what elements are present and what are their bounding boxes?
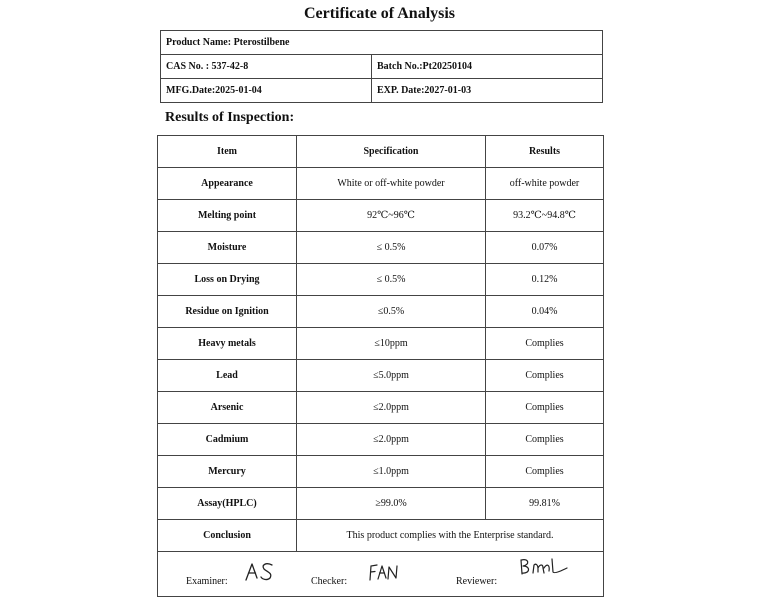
row-result: Complies [486, 424, 604, 456]
row-item: Loss on Drying [158, 264, 297, 296]
checker-label: Checker: [311, 576, 348, 587]
row-result: off-white powder [486, 168, 604, 200]
row-result: Complies [486, 456, 604, 488]
row-result: 93.2℃~94.8℃ [486, 200, 604, 232]
results-heading: Results of Inspection: [165, 110, 295, 125]
row-result: Complies [486, 360, 604, 392]
row-item: Moisture [158, 232, 297, 264]
reviewer-label: Reviewer: [456, 576, 498, 587]
row-spec: ≤10ppm [297, 328, 486, 360]
table-header-row [158, 136, 604, 168]
row-item: Heavy metals [158, 328, 297, 360]
row-result: Complies [486, 392, 604, 424]
row-spec: ≥99.0% [297, 488, 486, 520]
row-result: 0.12% [486, 264, 604, 296]
table-row [158, 488, 604, 520]
row-item: Melting point [158, 200, 297, 232]
row-spec: ≤0.5% [297, 296, 486, 328]
product-info-table [160, 30, 603, 103]
table-row [158, 328, 604, 360]
row-spec: 92℃~96℃ [297, 200, 486, 232]
checker-signature [368, 562, 400, 582]
conclusion-text: This product complies with the Enterprise standard. [297, 520, 604, 552]
table-row [158, 200, 604, 232]
batch-number: Batch No.:Pt20250104 [372, 55, 603, 79]
row-result: 0.07% [486, 232, 604, 264]
table-row [158, 232, 604, 264]
row-item: Residue on Ignition [158, 296, 297, 328]
signature-cell [158, 552, 604, 597]
document-title: Certificate of Analysis [303, 5, 456, 22]
exp-date: EXP. Date:2027-01-03 [372, 79, 603, 103]
row-spec: White or off-white powder [297, 168, 486, 200]
signature-row [158, 552, 604, 597]
cas-number: CAS No. : 537-42-8 [161, 55, 372, 79]
row-spec: ≤ 0.5% [297, 232, 486, 264]
header-results: Results [486, 136, 604, 168]
row-spec: ≤1.0ppm [297, 456, 486, 488]
row-item: Cadmium [158, 424, 297, 456]
row-item: Lead [158, 360, 297, 392]
table-row [158, 456, 604, 488]
examiner-signature [244, 560, 276, 582]
row-spec: ≤2.0ppm [297, 392, 486, 424]
row-item: Assay(HPLC) [158, 488, 297, 520]
product-name: Product Name: Pterostilbene [161, 31, 603, 55]
reviewer-signature [518, 556, 570, 578]
table-row [158, 264, 604, 296]
row-spec: ≤ 0.5% [297, 264, 486, 296]
row-result: Complies [486, 328, 604, 360]
header-specification: Specification [297, 136, 486, 168]
mfg-date: MFG.Date:2025-01-04 [161, 79, 372, 103]
results-table [157, 135, 604, 597]
row-item: Mercury [158, 456, 297, 488]
table-row [158, 360, 604, 392]
row-item: Appearance [158, 168, 297, 200]
row-spec: ≤2.0ppm [297, 424, 486, 456]
row-item: Arsenic [158, 392, 297, 424]
header-item: Item [158, 136, 297, 168]
table-row [158, 296, 604, 328]
examiner-label: Examiner: [186, 576, 228, 587]
table-row [158, 392, 604, 424]
conclusion-label: Conclusion [158, 520, 297, 552]
row-spec: ≤5.0ppm [297, 360, 486, 392]
row-result: 99.81% [486, 488, 604, 520]
row-result: 0.04% [486, 296, 604, 328]
conclusion-row [158, 520, 604, 552]
table-row [158, 168, 604, 200]
table-row [158, 424, 604, 456]
